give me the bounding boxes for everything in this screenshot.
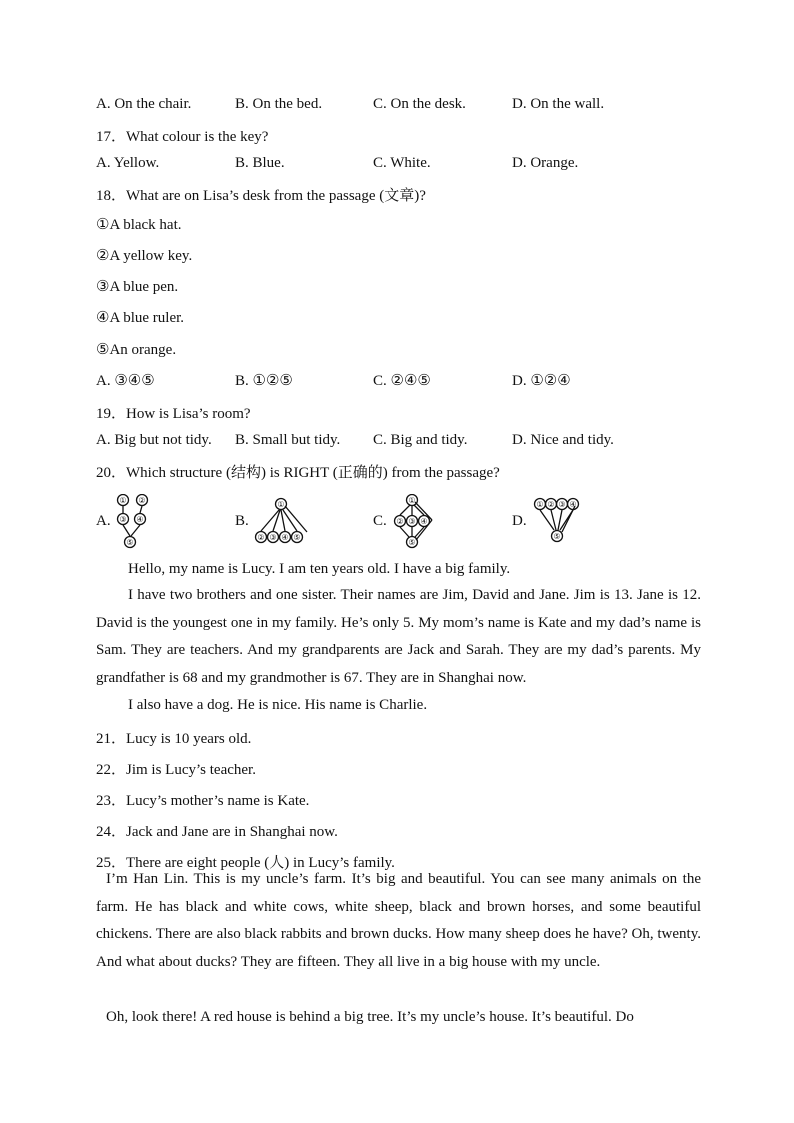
q18-option-b[interactable]: B. ①②⑤ [235,373,293,389]
q16-option-b[interactable]: B. On the bed. [235,96,323,112]
statement-23: 23．Lucy’s mother’s name is Kate. [96,793,310,809]
circle-2: ② [138,496,146,505]
q18-item-4: ④A blue ruler. [96,310,185,326]
q18-item-1: ①A black hat. [96,217,182,233]
q18-option-d[interactable]: D. ①②④ [512,373,571,389]
q18-question: 18．What are on Lisa’s desk from the passage (文章)? [96,188,426,204]
statement-24: 24．Jack and Jane are in Shanghai now. [96,824,338,840]
q18-item-5: ⑤An orange. [96,342,177,358]
passage2-paragraph-1: Hello, my name is Lucy. I am ten years old. I have a big family. [128,561,511,577]
q19-option-b[interactable]: B. Small but tidy. [235,432,341,448]
circle-1: ① [277,500,285,509]
structure-diagram-d [529,494,589,552]
q20-options [96,494,716,552]
circle-3: ③ [408,517,416,526]
circle-4: ④ [569,500,577,509]
circle-5: ⑤ [553,532,561,541]
q16-options [96,96,716,116]
q17-option-a[interactable]: A. Yellow. [96,155,160,171]
circle-1: ① [119,496,127,505]
q19-option-d[interactable]: D. Nice and tidy. [512,432,614,448]
circle-5: ⑤ [408,538,416,547]
q18-item-3: ③A blue pen. [96,279,179,295]
circle-1: ① [536,500,544,509]
structure-diagram-c [390,494,440,552]
circle-4: ④ [281,533,289,542]
statement-21: 21．Lucy is 10 years old. [96,731,252,747]
passage2-paragraph-2: I have two brothers and one sister. Their names are Jim, David and Jane. Jim is 13. Jane is 12. David is the youngest one in my family. He’s only 5. My mom’s name is Kate and my dad’s name is Sam. They are teachers. And my grandparents are Jack and Sarah. They are my dad’s parents. My grandfather is 68 and my grandmother is 67. They are in Shanghai now. [96,587,701,686]
structure-diagram-a [113,494,157,552]
circle-4: ④ [420,517,428,526]
circle-2: ② [396,517,404,526]
passage3-paragraph-2: Oh, look there! A red house is behind a big tree. It’s my uncle’s house. It’s beautiful. Do [106,1009,634,1025]
q16-option-c[interactable]: C. On the desk. [373,96,466,112]
q18-option-a[interactable]: A. ③④⑤ [96,373,155,389]
q17-option-d[interactable]: D. Orange. [512,155,579,171]
q17-option-c[interactable]: C. White. [373,155,431,171]
q18-options [96,371,716,391]
circle-3: ③ [269,533,277,542]
q20-option-a-label: A. [96,513,111,529]
q20-option-d-label: D. [512,513,527,529]
circle-4: ④ [136,515,144,524]
q17-options [96,155,716,175]
q20-question: 20．Which structure (结构) is RIGHT (正确的) from the passage? [96,465,500,481]
q19-option-c[interactable]: C. Big and tidy. [373,432,468,448]
q20-option-c-label: C. [373,513,387,529]
circle-3: ③ [558,500,566,509]
statement-22: 22．Jim is Lucy’s teacher. [96,762,256,778]
q17-option-b[interactable]: B. Blue. [235,155,285,171]
passage2-paragraph-3: I also have a dog. He is nice. His name is Charlie. [128,697,428,713]
q20-option-b-label: B. [235,513,249,529]
q17-question: 17．What colour is the key? [96,129,269,145]
circle-3: ③ [119,515,127,524]
circle-5: ⑤ [126,538,134,547]
circle-1: ① [408,496,416,505]
q19-options [96,432,716,452]
circle-2: ② [547,500,555,509]
q18-option-c[interactable]: C. ②④⑤ [373,373,431,389]
q16-option-d[interactable]: D. On the wall. [512,96,605,112]
q19-option-a[interactable]: A. Big but not tidy. [96,432,212,448]
statement-25: 25．There are eight people (人) in Lucy’s family. [96,855,395,871]
circle-2: ② [257,533,265,542]
q16-option-a[interactable]: A. On the chair. [96,96,192,112]
circle-5: ⑤ [293,533,301,542]
q18-item-2: ②A yellow key. [96,248,193,264]
structure-diagram-b [252,494,314,552]
passage3-paragraph-1: I’m Han Lin. This is my uncle’s farm. It’s big and beautiful. You can see many animals on the farm. He has black and white cows, white sheep, black and brown horses, and some beautiful chickens. There are also black rabbits and brown ducks. How many sheep does he have? Oh, twenty. And what about ducks? They are fifteen. They all live in a big house with my uncle. [96,871,701,970]
q19-question: 19．How is Lisa’s room? [96,406,251,422]
